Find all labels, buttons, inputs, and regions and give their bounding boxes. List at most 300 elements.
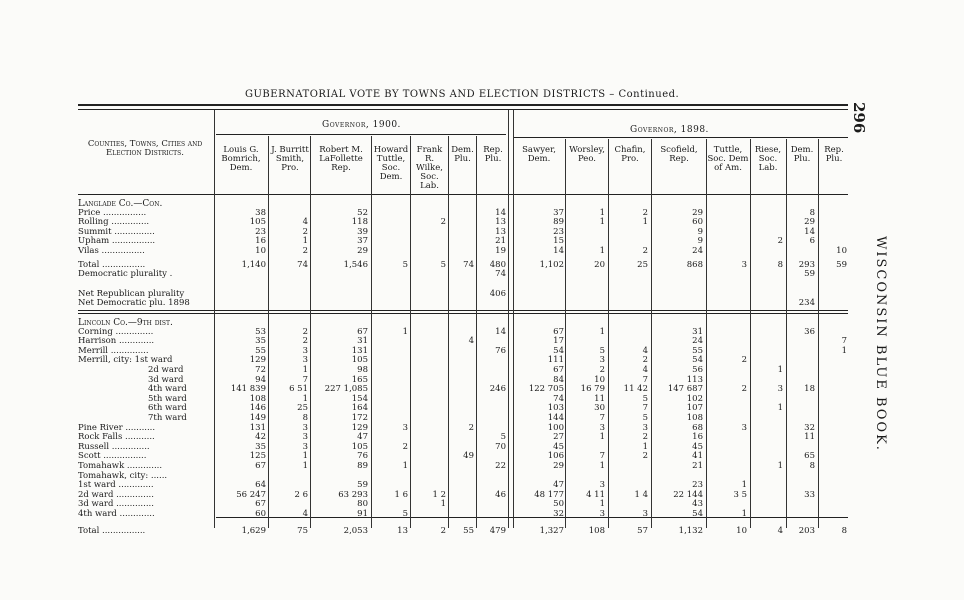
table-cell: 246 <box>489 384 506 395</box>
table-cell: 33 <box>804 489 815 500</box>
table-cell: 3 <box>599 509 605 519</box>
table-cell: 24 <box>692 246 703 256</box>
table-cell: 94 <box>255 374 266 385</box>
table-cell: 47 <box>553 480 564 491</box>
table-cell: 1 <box>599 326 605 337</box>
table-cell: 2 6 <box>294 489 308 500</box>
row-label: 4th ward <box>148 384 187 395</box>
table-cell: 65 <box>804 451 815 462</box>
table-cell: 1 6 <box>394 489 408 500</box>
subheader-rule-1898 <box>514 137 848 138</box>
table-cell: 7 <box>599 451 605 462</box>
table-cell: 3 <box>302 422 308 433</box>
table-cell: 172 <box>351 413 368 423</box>
table-cell: 67 <box>255 461 266 471</box>
col-divider <box>448 136 449 528</box>
table-cell: 2 <box>599 365 605 375</box>
table-cell: 46 <box>495 489 506 500</box>
table-cell: 1 <box>599 461 605 471</box>
table-cell: 2 <box>777 236 783 247</box>
table-cell: 2 <box>642 207 648 218</box>
section-rule-1 <box>78 310 848 311</box>
row-label: 2d ward .............. <box>78 489 154 500</box>
table-cell: 1 <box>777 461 783 471</box>
table-cell: 13 <box>397 525 408 536</box>
table-cell: 100 <box>547 422 564 433</box>
section-label: Lincoln Co.—9th dist. <box>78 318 173 328</box>
row-label: Total ................ <box>78 525 146 536</box>
table-cell: 105 <box>351 441 368 452</box>
table-cell: 234 <box>798 298 815 309</box>
table-cell: 67 <box>553 365 564 375</box>
table-cell: 105 <box>249 217 266 228</box>
table-cell: 144 <box>547 413 564 423</box>
row-label: 1st ward ............. <box>78 480 154 491</box>
column-header: Worsley, Peo. <box>569 145 605 164</box>
table-cell: 54 <box>692 509 703 519</box>
table-cell: 1,132 <box>678 525 703 536</box>
table-cell: 3 <box>642 422 648 433</box>
table-cell: 43 <box>692 499 703 510</box>
table-cell: 10 <box>594 374 605 385</box>
table-cell: 2 <box>302 246 308 256</box>
governor-1898-header: Governor, 1898. <box>630 125 709 135</box>
table-cell: 27 <box>553 432 564 443</box>
table-cell: 3 <box>402 422 408 433</box>
table-cell: 4 <box>642 345 648 356</box>
column-header: Dem. Plu. <box>451 145 474 164</box>
table-cell: 54 <box>553 345 564 356</box>
table-cell: 59 <box>804 269 815 280</box>
table-cell: 74 <box>495 269 506 280</box>
table-cell: 63 293 <box>338 489 368 500</box>
table-cell: 41 <box>692 451 703 462</box>
table-cell: 49 <box>463 451 474 462</box>
table-cell: 42 <box>255 432 266 443</box>
table-cell: 2 <box>642 432 648 443</box>
table-cell: 2 <box>302 226 308 237</box>
table-cell: 1,102 <box>539 259 564 270</box>
table-cell: 59 <box>836 259 847 270</box>
table-cell: 67 <box>255 499 266 510</box>
table-cell: 293 <box>798 259 815 270</box>
table-cell: 113 <box>686 374 703 385</box>
table-cell: 164 <box>351 403 368 414</box>
table-cell: 7 <box>642 374 648 385</box>
table-cell: 129 <box>249 355 266 366</box>
table-cell: 103 <box>547 403 564 414</box>
table-cell: 146 <box>249 403 266 414</box>
table-cell: 3 <box>302 432 308 443</box>
table-cell: 1 <box>599 499 605 510</box>
table-cell: 14 <box>495 207 506 218</box>
table-cell: 5 <box>402 259 408 270</box>
table-cell: 2 <box>741 384 747 395</box>
row-label: 7th ward <box>148 413 187 423</box>
table-cell: 111 <box>547 355 564 366</box>
table-cell: 108 <box>249 393 266 404</box>
column-header: Dem. Plu. <box>790 145 814 164</box>
table-cell: 105 <box>351 355 368 366</box>
table-cell: 6 51 <box>289 384 308 395</box>
table-cell: 37 <box>553 207 564 218</box>
table-cell: 5 <box>402 509 408 519</box>
table-cell: 15 <box>553 236 564 247</box>
column-header: J. Burritt Smith, Pro. <box>271 145 309 173</box>
table-cell: 5 <box>440 259 446 270</box>
row-label: Russell .............. <box>78 441 150 452</box>
table-cell: 24 <box>692 336 703 347</box>
table-cell: 1 2 <box>432 489 446 500</box>
table-cell: 11 <box>804 432 815 443</box>
column-header: Chafin, Pro. <box>614 145 646 164</box>
table-cell: 23 <box>255 226 266 237</box>
table-cell: 3 5 <box>733 489 747 500</box>
table-cell: 1 <box>599 207 605 218</box>
table-cell: 84 <box>553 374 564 385</box>
row-label: Upham ................ <box>78 236 156 247</box>
table-cell: 9 <box>697 226 703 237</box>
table-cell: 1 <box>741 509 747 519</box>
col-divider <box>651 139 652 528</box>
column-header: Rep. Plu. <box>824 145 844 164</box>
table-cell: 25 <box>637 259 648 270</box>
page-title: GUBERNATORIAL VOTE BY TOWNS AND ELECTION DISTRICTS – Continued. <box>245 89 680 100</box>
table-cell: 23 <box>692 480 703 491</box>
section-label: Langlade Co.—Con. <box>78 199 163 209</box>
table-cell: 22 <box>495 461 506 471</box>
table-cell: 5 <box>642 393 648 404</box>
table-cell: 5 <box>599 345 605 356</box>
table-cell: 29 <box>357 246 368 256</box>
table-cell: 18 <box>804 384 815 395</box>
table-cell: 1 <box>302 461 308 471</box>
table-cell: 3 <box>642 509 648 519</box>
table-cell: 72 <box>255 365 266 375</box>
table-cell: 8 <box>841 525 847 536</box>
table-cell: 21 <box>495 236 506 247</box>
table-cell: 22 144 <box>673 489 703 500</box>
table-cell: 60 <box>255 509 266 519</box>
row-label: Merrill .............. <box>78 345 149 356</box>
table-cell: 55 <box>692 345 703 356</box>
table-cell: 125 <box>249 451 266 462</box>
table-cell: 57 <box>637 525 648 536</box>
col-divider <box>310 136 311 528</box>
row-label: Net Republican plurality <box>78 288 185 299</box>
table-cell: 1,546 <box>343 259 368 270</box>
table-cell: 3 <box>302 345 308 356</box>
table-cell: 29 <box>692 207 703 218</box>
stub-header: Counties, Towns, Cities and Election Districts. <box>87 139 203 158</box>
table-cell: 106 <box>547 451 564 462</box>
table-cell: 129 <box>351 422 368 433</box>
table-cell: 54 <box>692 355 703 366</box>
table-cell: 165 <box>351 374 368 385</box>
table-cell: 5 <box>642 413 648 423</box>
column-header: Sawyer, Dem. <box>522 145 556 164</box>
table-cell: 122 705 <box>528 384 564 395</box>
governor-1900-header: Governor, 1900. <box>322 120 401 130</box>
col-divider <box>565 139 566 528</box>
table-cell: 29 <box>804 217 815 228</box>
row-label: Tomahawk, city: ...... <box>78 470 168 481</box>
table-cell: 4 <box>642 365 648 375</box>
table-cell: 203 <box>798 525 815 536</box>
table-cell: 35 <box>255 336 266 347</box>
table-cell: 3 <box>599 480 605 491</box>
table-cell: 227 1,085 <box>324 384 368 395</box>
table-cell: 67 <box>553 326 564 337</box>
table-cell: 1 <box>599 246 605 256</box>
row-label: Pine River ........... <box>78 422 156 433</box>
table-cell: 3 <box>302 355 308 366</box>
table-cell: 1 <box>642 441 648 452</box>
table-cell: 4 11 <box>586 489 605 500</box>
table-cell: 39 <box>357 226 368 237</box>
table-cell: 2 <box>741 355 747 366</box>
table-cell: 75 <box>297 525 308 536</box>
row-label: Merrill, city: 1st ward <box>78 355 173 366</box>
table-cell: 108 <box>686 413 703 423</box>
table-cell: 36 <box>804 326 815 337</box>
table-cell: 50 <box>553 499 564 510</box>
table-cell: 107 <box>686 403 703 414</box>
row-label: 3d ward .............. <box>78 499 154 510</box>
table-cell: 1 <box>642 217 648 228</box>
table-cell: 25 <box>297 403 308 414</box>
table-cell: 55 <box>463 525 474 536</box>
table-cell: 74 <box>463 259 474 270</box>
table-cell: 7 <box>642 403 648 414</box>
table-cell: 89 <box>357 461 368 471</box>
table-cell: 10 <box>836 246 847 256</box>
table-cell: 3 <box>741 259 747 270</box>
table-cell: 1 <box>302 365 308 375</box>
table-cell: 1 <box>599 217 605 228</box>
table-cell: 13 <box>495 217 506 228</box>
table-cell: 102 <box>686 393 703 404</box>
column-header: Tuttle, Soc. Dem of Am. <box>707 145 749 173</box>
table-cell: 9 <box>697 236 703 247</box>
table-cell: 7 <box>841 336 847 347</box>
col-divider <box>410 136 411 528</box>
table-cell: 52 <box>357 207 368 218</box>
table-cell: 154 <box>351 393 368 404</box>
table-cell: 131 <box>351 345 368 356</box>
running-side-title: WISCONSIN BLUE BOOK. <box>873 236 888 452</box>
col-divider <box>268 136 269 528</box>
table-cell: 2 <box>440 525 446 536</box>
table-cell: 31 <box>357 336 368 347</box>
col-divider <box>706 139 707 528</box>
table-cell: 53 <box>255 326 266 337</box>
table-cell: 1,327 <box>539 525 564 536</box>
table-cell: 1 <box>741 480 747 491</box>
table-cell: 2,053 <box>343 525 368 536</box>
row-label: Tomahawk ............. <box>78 461 163 471</box>
table-cell: 1 <box>777 403 783 414</box>
table-cell: 8 <box>809 207 815 218</box>
table-cell: 8 <box>809 461 815 471</box>
subheader-rule <box>216 134 506 135</box>
column-header: Louis G. Bomrich, Dem. <box>221 145 261 173</box>
table-cell: 13 <box>495 226 506 237</box>
table-cell: 3 <box>599 355 605 366</box>
table-cell: 76 <box>357 451 368 462</box>
table-cell: 1 <box>302 393 308 404</box>
table-cell: 7 <box>599 413 605 423</box>
table-cell: 80 <box>357 499 368 510</box>
table-cell: 20 <box>594 259 605 270</box>
table-cell: 1 <box>777 365 783 375</box>
table-cell: 131 <box>249 422 266 433</box>
table-cell: 8 <box>302 413 308 423</box>
table-cell: 141 839 <box>230 384 266 395</box>
page-number: 296 <box>850 102 868 134</box>
table-cell: 37 <box>357 236 368 247</box>
column-header: Scofield, Rep. <box>660 145 698 164</box>
table-cell: 4 <box>302 509 308 519</box>
row-label: Vilas ................ <box>78 246 145 256</box>
row-label: Democratic plurality . <box>78 269 173 280</box>
row-label: 5th ward <box>148 393 187 404</box>
table-cell: 3 <box>599 422 605 433</box>
row-label: Harrison ............. <box>78 336 155 347</box>
table-cell: 31 <box>692 326 703 337</box>
table-cell: 118 <box>351 217 368 228</box>
row-label: Net Democratic plu. 1898 <box>78 298 190 309</box>
table-cell: 10 <box>736 525 747 536</box>
table-cell: 2 <box>468 422 474 433</box>
col-divider <box>476 136 477 528</box>
table-cell: 32 <box>553 509 564 519</box>
table-cell: 1 4 <box>634 489 648 500</box>
row-label: Summit ............... <box>78 226 155 237</box>
table-cell: 48 177 <box>534 489 564 500</box>
table-cell: 2 <box>642 355 648 366</box>
table-cell: 1 <box>402 461 408 471</box>
table-cell: 59 <box>357 480 368 491</box>
table-cell: 98 <box>357 365 368 375</box>
table-cell: 16 <box>255 236 266 247</box>
table-cell: 1,629 <box>241 525 266 536</box>
table-cell: 23 <box>553 226 564 237</box>
table-cell: 2 <box>440 217 446 228</box>
table-cell: 1 <box>302 451 308 462</box>
table-cell: 1 <box>841 345 847 356</box>
table-cell: 67 <box>357 326 368 337</box>
column-header: Rep. Plu. <box>483 145 503 164</box>
row-label: Scott ................ <box>78 451 147 462</box>
table-cell: 480 <box>489 259 506 270</box>
table-cell: 11 42 <box>623 384 648 395</box>
table-cell: 47 <box>357 432 368 443</box>
column-header: Howard Tuttle, Soc. Dem. <box>373 145 409 182</box>
table-cell: 16 79 <box>580 384 605 395</box>
col-divider <box>608 139 609 528</box>
table-cell: 91 <box>357 509 368 519</box>
table-cell: 2 <box>402 441 408 452</box>
table-cell: 38 <box>255 207 266 218</box>
table-cell: 29 <box>553 461 564 471</box>
table-cell: 14 <box>553 246 564 256</box>
table-cell: 56 <box>692 365 703 375</box>
table-cell: 4 <box>468 336 474 347</box>
table-cell: 45 <box>553 441 564 452</box>
top-rule-thin <box>78 109 848 110</box>
table-cell: 1 <box>302 236 308 247</box>
row-label: Price ................ <box>78 207 147 218</box>
table-cell: 60 <box>692 217 703 228</box>
table-cell: 70 <box>495 441 506 452</box>
table-cell: 16 <box>692 432 703 443</box>
table-cell: 1 <box>402 326 408 337</box>
table-cell: 2 <box>642 246 648 256</box>
column-header: Riese, Soc. Lab. <box>754 145 782 173</box>
table-cell: 868 <box>686 259 703 270</box>
table-cell: 4 <box>777 525 783 536</box>
row-label: Corning .............. <box>78 326 154 337</box>
section-rule-1b <box>78 313 848 314</box>
row-label: Rolling .............. <box>78 217 150 228</box>
header-bottom-rule <box>78 194 848 195</box>
table-cell: 10 <box>255 246 266 256</box>
table-cell: 3 <box>777 384 783 395</box>
table-cell: 21 <box>692 461 703 471</box>
table-cell: 6 <box>809 236 815 247</box>
column-header: Frank R. Wilke, Soc. Lab. <box>416 145 443 191</box>
row-label: 3d ward <box>148 374 184 385</box>
table-cell: 8 <box>777 259 783 270</box>
table-cell: 2 <box>302 326 308 337</box>
table-cell: 149 <box>249 413 266 423</box>
row-label: Total ................ <box>78 259 146 270</box>
table-cell: 68 <box>692 422 703 433</box>
table-cell: 56 247 <box>236 489 266 500</box>
table-cell: 30 <box>594 403 605 414</box>
table-cell: 1 <box>599 432 605 443</box>
table-cell: 17 <box>553 336 564 347</box>
column-header: Robert M. LaFollette Rep. <box>319 145 363 173</box>
table-cell: 108 <box>588 525 605 536</box>
table-cell: 19 <box>495 246 506 256</box>
table-cell: 2 <box>642 451 648 462</box>
table-cell: 1,140 <box>241 259 266 270</box>
table-cell: 11 <box>594 393 605 404</box>
table-cell: 479 <box>489 525 506 536</box>
row-label: 4th ward ............. <box>78 509 155 519</box>
table-cell: 2 <box>302 336 308 347</box>
table-cell: 35 <box>255 441 266 452</box>
table-cell: 3 <box>302 441 308 452</box>
row-label: 2d ward <box>148 365 184 375</box>
table-cell: 147 687 <box>667 384 703 395</box>
row-label: Rock Falls ........... <box>78 432 155 443</box>
table-cell: 14 <box>804 226 815 237</box>
table-cell: 55 <box>255 345 266 356</box>
table-cell: 74 <box>297 259 308 270</box>
table-cell: 4 <box>302 217 308 228</box>
row-label: 6th ward <box>148 403 187 414</box>
table-cell: 74 <box>553 393 564 404</box>
table-cell: 3 <box>741 422 747 433</box>
table-cell: 5 <box>500 432 506 443</box>
col-divider <box>214 110 215 528</box>
table-cell: 45 <box>692 441 703 452</box>
table-cell: 7 <box>302 374 308 385</box>
table-cell: 89 <box>553 217 564 228</box>
